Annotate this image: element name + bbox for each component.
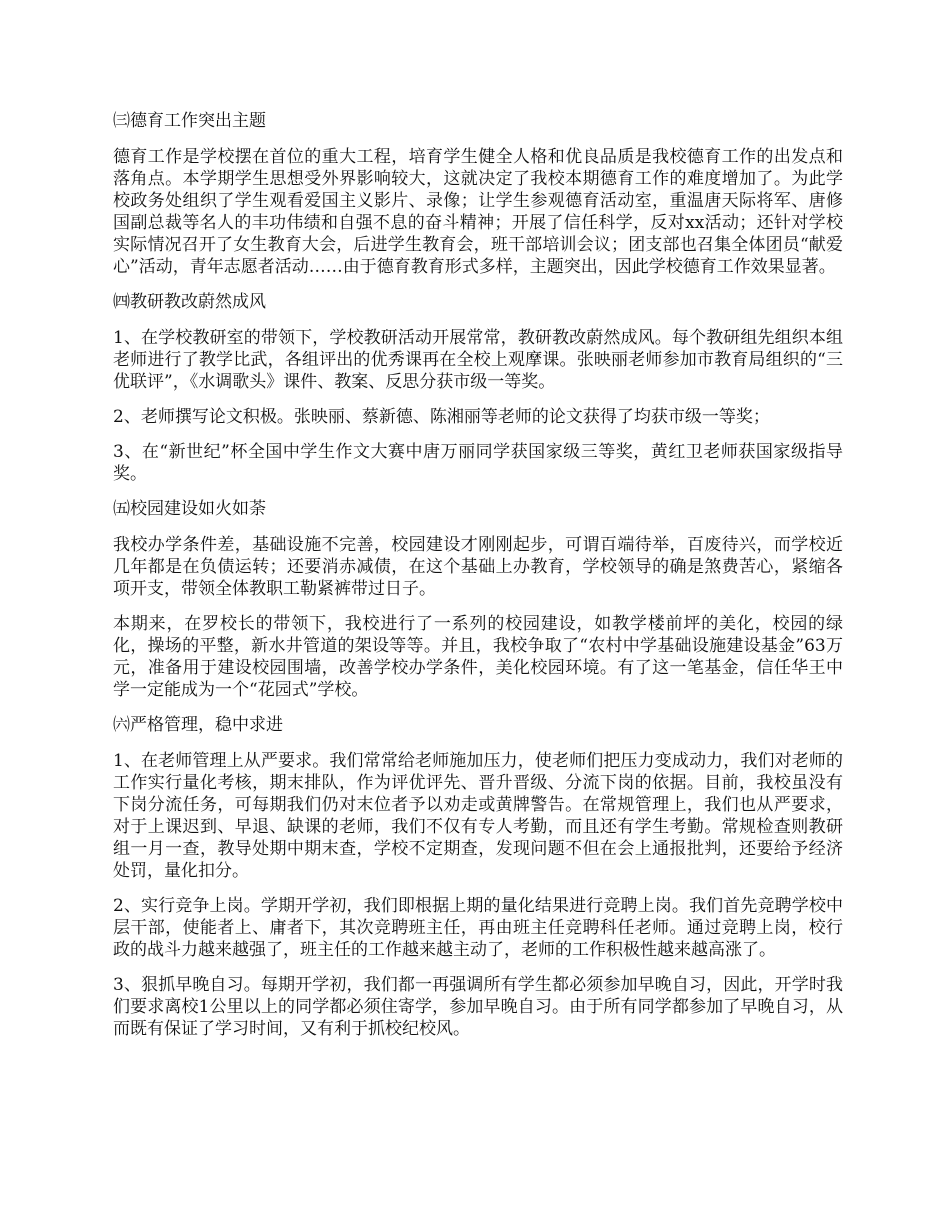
section-moral-education [113,110,843,278]
section-strict-management [113,714,843,1040]
paragraph: 我校办学条件差，基础设施不完善，校园建设才刚刚起步，可谓百端待举，百废待兴，而学校近几年都是在负债运转；还要消赤减债，在这个基础上办教育，学校领导的确是煞费苦心，紧缩各项开支，带领全体教职工勒紧裤带过日子。 [113,535,843,599]
paragraph: 德育工作是学校摆在首位的重大工程，培育学生健全人格和优良品质是我校德育工作的出发点和落角点。本学期学生思想受外界影响较大，这就决定了我校本期德育工作的难度增加了。为此学校政务处组织了学生观看爱国主义影片、录像；让学生参观德育活动室，重温唐天际将军、唐修国副总裁等名人的丰功伟绩和自强不息的奋斗精神；开展了信任科学，反对xx活动；还针对学校实际情况召开了女生教育大会，后进学生教育会，班干部培训会议；团支部也召集全体团员“献爱心”活动，青年志愿者活动……由于德育教育形式多样，主题突出，因此学校德育工作效果显著。 [113,147,843,277]
document-page [113,110,843,1053]
section-heading: ㈤校园建设如火如荼 [113,499,266,519]
section-teaching-research [113,291,843,485]
paragraph: 1、在老师管理上从严要求。我们常常给老师施加压力，使老师们把压力变成动力，我们对老师的工作实行量化考核，期末排队，作为评优评先、晋升晋级、分流下岗的依据。目前，我校虽没有下岗分流任务，可每期我们仍对末位者予以劝走或黄牌警告。在常规管理上，我们也从严要求，对于上课迟到、早退、缺课的老师，我们不仅有专人考勤，而且还有学生考勤。常规检查则教研组一月一查，教导处期中期末查，学校不定期查，发现问题不但在会上通报批判，还要给予经济处罚，量化扣分。 [113,751,843,881]
paragraph: 2、实行竞争上岗。学期开学初，我们即根据上期的量化结果进行竞聘上岗。我们首先竞聘学校中层干部，使能者上、庸者下，其次竞聘班主任，再由班主任竞聘科任老师。通过竞聘上岗，校行政的战斗力越来越强了，班主任的工作越来越主动了，老师的工作积极性越来越高涨了。 [113,896,843,960]
section-heading: ㈣教研教改蔚然成风 [113,292,266,312]
paragraph: 2、老师撰写论文积极。张映丽、蔡新德、陈湘丽等老师的论文获得了均获市级一等奖； [113,407,770,427]
section-heading: ㈢德育工作突出主题 [113,111,266,131]
section-heading: ㈥严格管理，稳中求进 [113,715,283,735]
paragraph: 本期来，在罗校长的带领下，我校进行了一系列的校园建设，如教学楼前坪的美化，校园的绿化，操场的平整，新水井管道的架设等等。并且，我校争取了“农村中学基础设施建设基金”63万元，准备用于建设校园围墙，改善学校办学条件，美化校园环境。有了这一笔基金，信任华王中学一定能成为一个“花园式”学校。 [113,614,843,700]
paragraph: 3、在“新世纪”杯全国中学生作文大赛中唐万丽同学获国家级三等奖，黄红卫老师获国家级指导奖。 [113,442,843,484]
paragraph: 3、狠抓早晚自习。每期开学初，我们都一再强调所有学生都必须参加早晚自习，因此，开学时我们要求离校1公里以上的同学都必须住寄学，参加早晚自习。由于所有同学都参加了早晚自习，从而既有保证了学习时间，又有利于抓校纪校风。 [113,975,843,1039]
paragraph: 1、在学校教研室的带领下，学校教研活动开展常常，教研教改蔚然成风。每个教研组先组织本组老师进行了教学比武，各组评出的优秀课再在全校上观摩课。张映丽老师参加市教育局组织的“三优联评”，《水调歌头》课件、教案、反思分获市级一等奖。 [113,328,843,392]
section-campus-construction [113,498,843,701]
